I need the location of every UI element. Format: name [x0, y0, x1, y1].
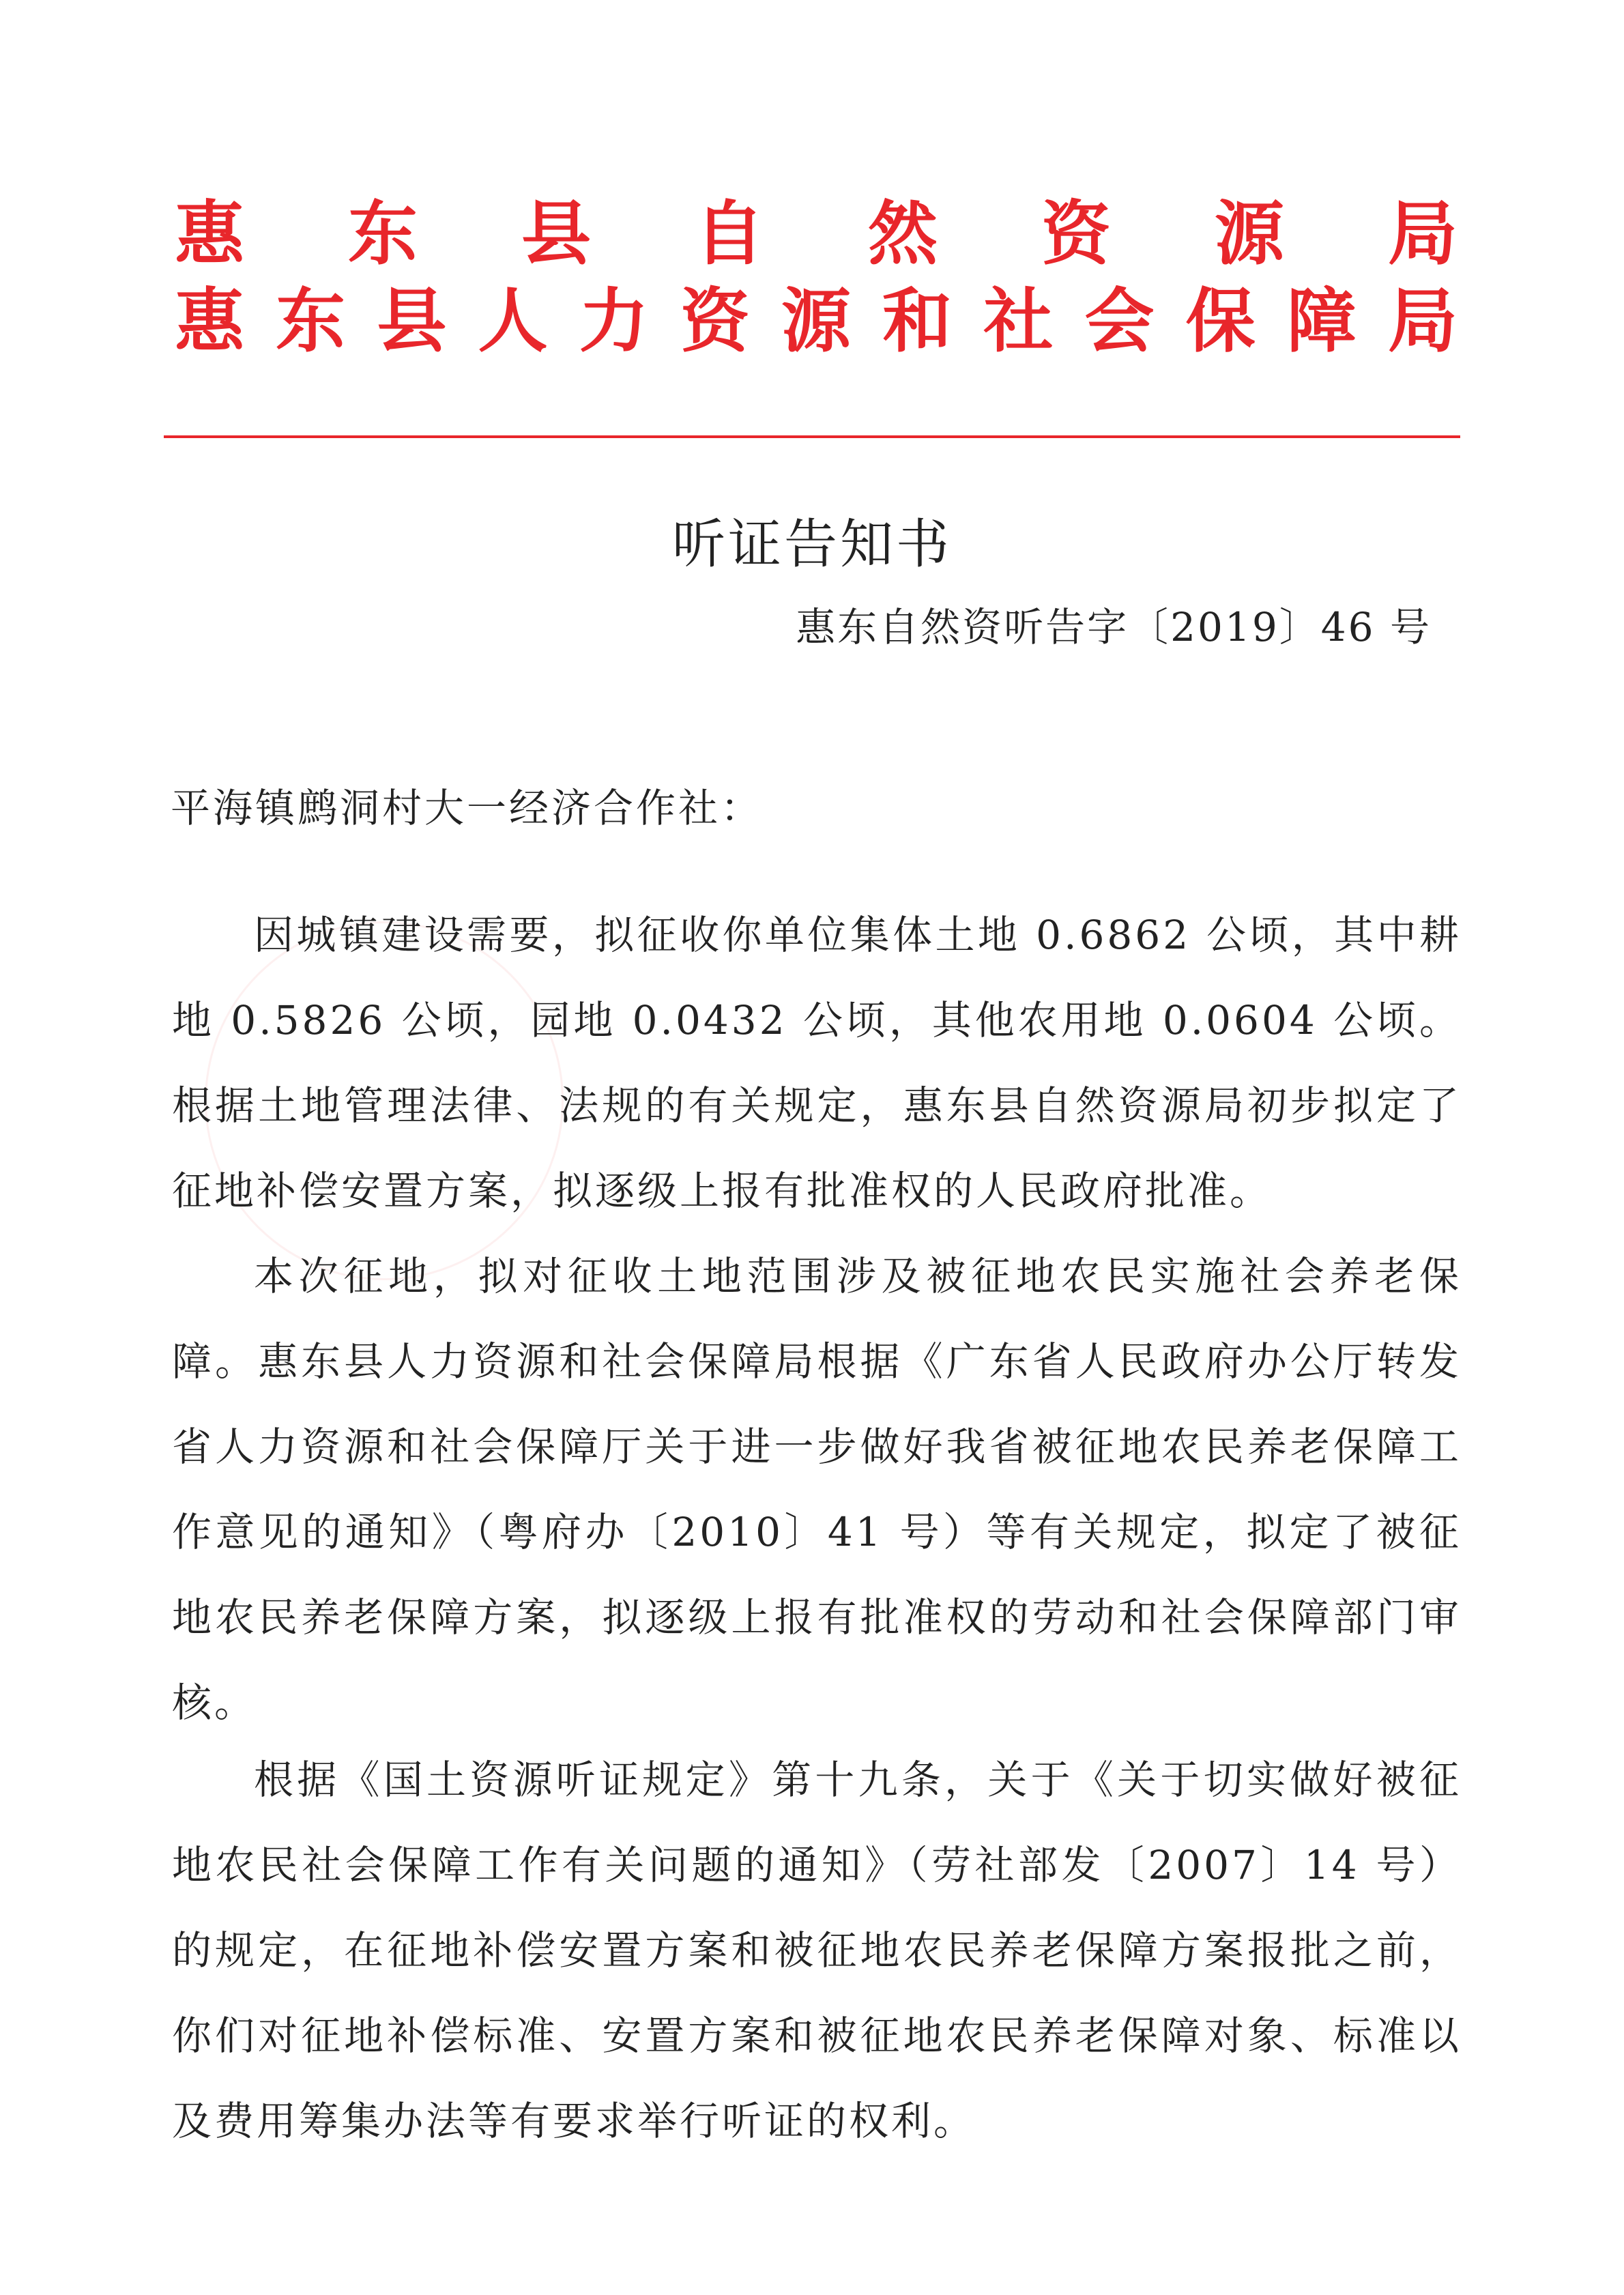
org-line-2-char: 会	[1084, 280, 1155, 362]
org-line-2-char: 东	[276, 280, 346, 362]
org-line-1-char: 东	[348, 193, 418, 275]
red-header-divider	[164, 435, 1460, 438]
org-line-2-char: 局	[1388, 280, 1458, 362]
org-line-1-char: 局	[1388, 193, 1458, 275]
org-line-2-char: 力	[579, 280, 649, 362]
org-line-2-char: 资	[680, 280, 750, 362]
paragraph-hearing-rights: 根据《国土资源听证规定》第十九条，关于《关于切实做好被征地农民社会保障工作有关问题的通知》（劳社部发〔2007〕14 号）的规定，在征地补偿安置方案和被征地农民养老保障方案报批之前，你们对征地补偿标准、安置方案和被征地农民养老保障对象、标准以及费用筹集办法等有要求举行听证的权利。	[172, 1757, 1462, 2144]
org-line-2-char: 源	[781, 280, 851, 362]
org-line-2-char: 县	[377, 280, 447, 362]
org-line-1-char: 源	[1215, 193, 1284, 275]
org-line-2-char: 人	[478, 280, 548, 362]
org-line-2-char: 障	[1286, 280, 1357, 362]
org-line-1-char: 县	[521, 193, 591, 275]
document-number: 惠东自然资听告字〔2019〕46 号	[796, 604, 1432, 650]
org-line-1-char: 资	[1041, 193, 1111, 275]
org-line-1-char: 自	[695, 193, 764, 275]
org-line-1-char: 然	[868, 193, 938, 275]
org-line-1-char: 惠	[175, 193, 244, 275]
org-line-2-char: 和	[882, 280, 953, 362]
paragraph-pension-security: 本次征地，拟对征收土地范围涉及被征地农民实施社会养老保障。惠东县人力资源和社会保障局根据《广东省人民政府办公厅转发省人力资源和社会保障厅关于进一步做好我省被征地农民养老保障工作意见的通知》（粤府办〔2010〕41 号）等有关规定，拟定了被征地农民养老保障方案，拟逐级上报有批准权的劳动和社会保障部门审核。	[172, 1253, 1462, 1726]
org-line-2-char: 保	[1185, 280, 1256, 362]
org-line-2-char: 惠	[175, 280, 244, 362]
document-title: 听证告知书	[671, 514, 952, 575]
recipient-salutation: 平海镇鹧洞村大一经济合作社：	[171, 785, 764, 831]
paragraph-land-acquisition: 因城镇建设需要，拟征收你单位集体土地 0.6862 公顷，其中耕地 0.5826 公顷，园地 0.0432 公顷，其他农用地 0.0604 公顷。根据土地管理法律、法规的有关规定，惠东县自然资源局初步拟定了征地补偿安置方案，拟逐级上报有批准权的人民政府批准。	[172, 912, 1462, 1214]
org-line-2-char: 社	[983, 280, 1054, 362]
